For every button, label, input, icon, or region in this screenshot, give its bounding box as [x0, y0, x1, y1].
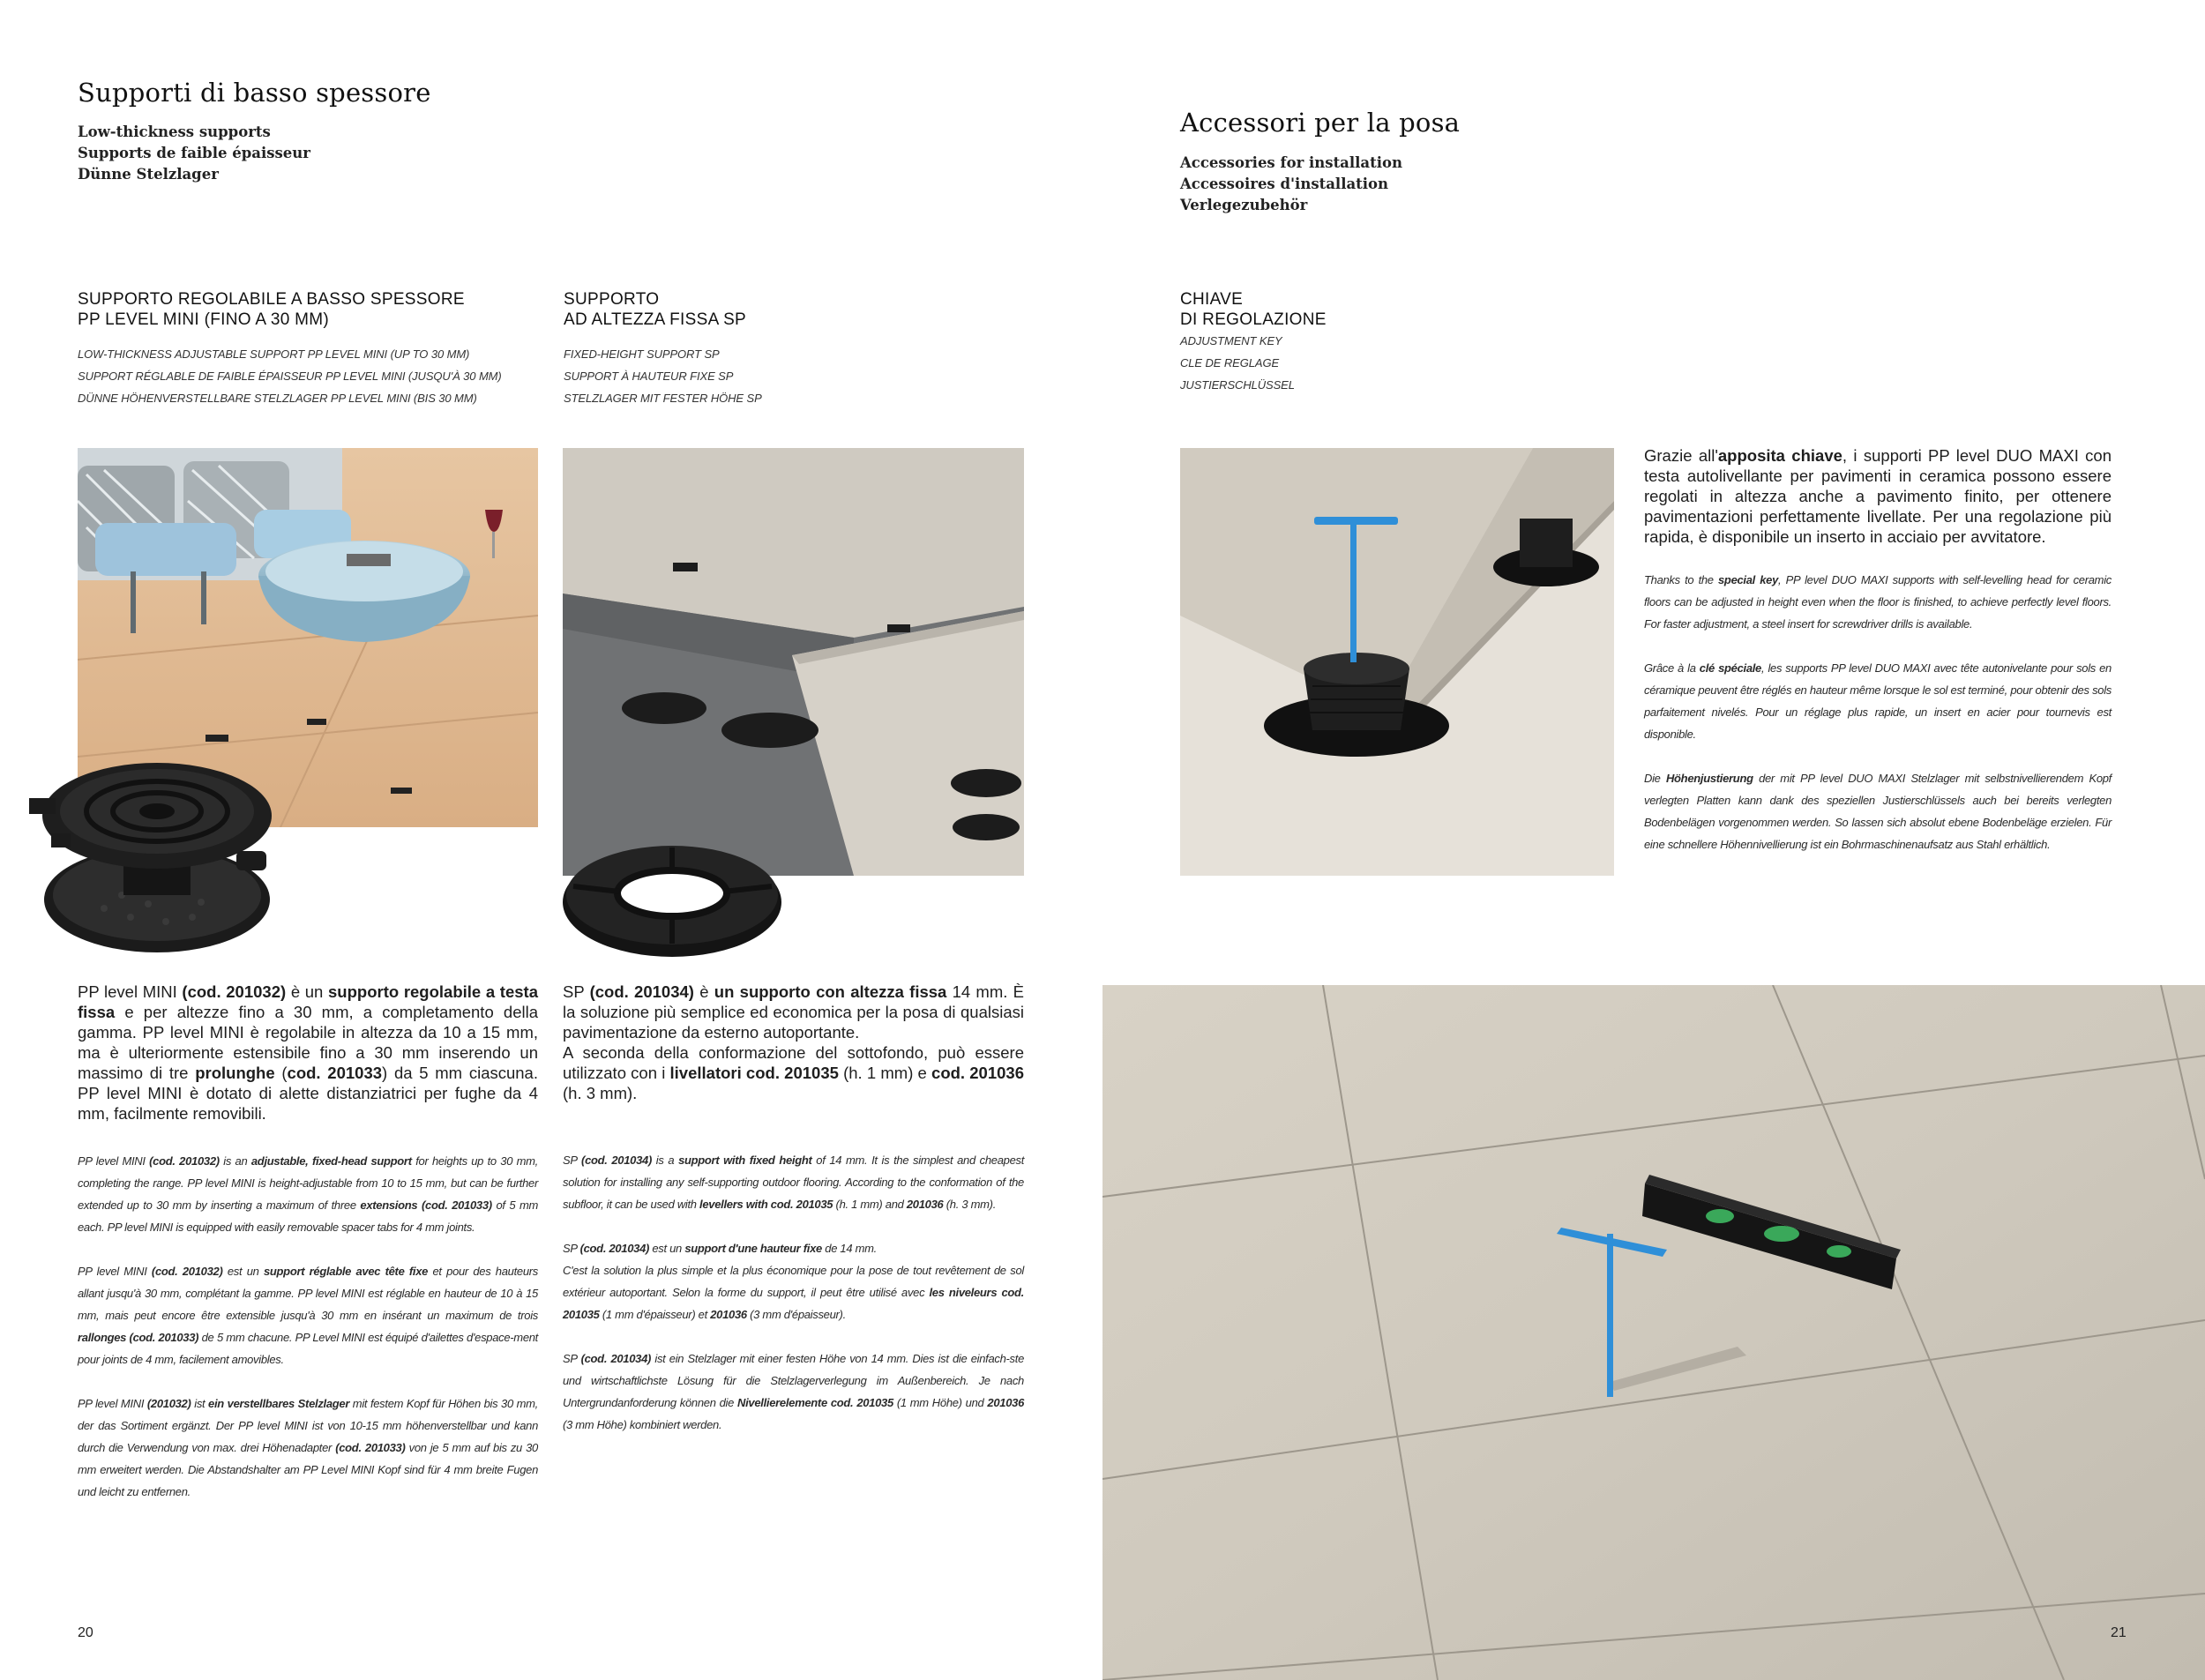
sp-text-de: SP (cod. 201034) ist ein Stelzlager mit einer festen Höhe von 14 mm. Dies ist die einfach-ste und wirtschaftlichste Lösung für die Stelzlagerverlegung im Außenbereich. Je nach Untergrundanforderung können die Nivellierelemente cod. 201035 (1 mm Höhe) und 201036 (3 mm Höhe) kombiniert werden. — [563, 1352, 1025, 1431]
subtitle-en: Low-thickness supports — [78, 123, 271, 140]
product-mini-title-2: PP LEVEL MINI (FINO A 30 MM) — [78, 310, 330, 329]
right-page-title: Accessori per la posa — [1180, 108, 1461, 138]
key-text-translations — [1644, 569, 2112, 855]
sp-text-it: SP (cod. 201034) è un supporto con altezza fissa 14 mm. È la soluzione più semplice ed economica per la posa di qualsiasi pavimentazione da esterno autoportante. A seconda della conformazione del sottofondo, può essere utilizzato con i livellatori cod. 201035 (h. 1 mm) e cod. 201036 (h. 3 mm). — [563, 982, 1025, 1102]
product-sp-title-1: SUPPORTO — [564, 290, 660, 309]
product-mini-title-1: SUPPORTO REGOLABILE A BASSO SPESSORE — [78, 290, 465, 309]
sp-text-fr: SP (cod. 201034) est un support d'une hauteur fixe de 14 mm. C'est la solution la plus simple et la plus économique pour la pose de tout revêtement de sol extérieur autoportant. Selon la forme du support, il peut être utilisé avec les niveleurs cod. 201035 (1 mm d'épaisseur) et 201036 (3 mm d'épaisseur). — [563, 1242, 1024, 1321]
product-key-sub-fr: CLE DE REGLAGE — [1180, 356, 1280, 370]
mini-text-de: PP level MINI (201032) ist ein verstellbares Stelzlager mit festem Kopf für Höhen bis 30 mm, der das Sortiment ergänzt. Der PP level MINI ist von 10-15 mm höhenverstellbar und kann durch die Verwendung von max. drei Höhenadapter (cod. 201033) von je 5 mm auf bis zu 30 mm erweitert werden. Die Abstandshalter am PP Level MINI Kopf sind für 4 mm breite Fugen und leicht zu entfernen. — [78, 1397, 538, 1498]
sp-text-en: SP (cod. 201034) is a support with fixed height of 14 mm. It is the simplest and cheapest solution for installing any self-supporting outdoor flooring. According to the conformation of the subfloor, it can be used with levellers with cod. 201035 (h. 1 mm) and 201036 (h. 3 mm). — [563, 1154, 1025, 1211]
subtitle-en: Accessories for installation — [1180, 154, 1402, 171]
pp-level-mini-product-image — [25, 745, 272, 966]
product-sp-sub-en: FIXED-HEIGHT SUPPORT SP — [564, 347, 720, 361]
left-page-subtitles — [78, 122, 310, 185]
product-sp-sub-fr: SUPPORT À HAUTEUR FIXE SP — [564, 370, 734, 383]
mini-text-en: PP level MINI (cod. 201032) is an adjustable, fixed-head support for heights up to 30 mm, completing the range. PP level MINI is height-adjustable from 10 to 15 mm, but can be further extended up to 30 mm by inserting a maximum of three extensions (cod. 201033) of 5 mm each. PP level MINI is equipped with easily removable spacer tabs for 4 mm joints. — [78, 1154, 539, 1234]
right-page-subtitles — [1180, 153, 1402, 216]
sp-text-translations — [563, 1149, 1024, 1436]
product-key-title-2: DI REGOLAZIONE — [1180, 310, 1327, 329]
subtitle-fr: Supports de faible épaisseur — [78, 145, 310, 161]
sp-support-description — [563, 982, 1024, 1458]
adjustment-key-description — [1644, 445, 2112, 877]
fixed-support-photo — [563, 448, 1024, 876]
key-text-en: Thanks to the special key, PP level DUO MAXI supports with self-levelling head for ceramic floors can be adjusted in height even when the floor is finished, to achieve perfectly level floors. For faster adjustment, a steel insert for screwdriver drills is available. — [1644, 573, 2112, 631]
product-mini-sub-fr: SUPPORT RÉGLABLE DE FAIBLE ÉPAISSEUR PP LEVEL MINI (JUSQU'À 30 MM) — [78, 370, 502, 383]
product-key-sub-de: JUSTIERSCHLÜSSEL — [1180, 378, 1295, 392]
adjustment-key-photo — [1180, 448, 1614, 876]
product-key-title-1: CHIAVE — [1180, 290, 1244, 309]
product-sp-heading — [564, 289, 1022, 409]
mini-text-fr: PP level MINI (cod. 201032) est un support réglable avec tête fixe et pour des hauteurs allant jusqu'à 30 mm, complétant la gamme. PP level MINI est réglable en hauteur de 10 à 15 mm, mais peut encore être extensible jusqu'à 30 mm en insérant un maximum de trois rallonges (cod. 201033) de 5 mm chacune. PP Level MINI est équipé d'ailettes d'espace-ment pour joints de 4 mm, facilement amovibles. — [78, 1265, 538, 1366]
subtitle-de: Verlegezubehör — [1180, 197, 1308, 213]
page-number-left: 20 — [78, 1625, 93, 1640]
sp-support-product-image — [556, 825, 789, 970]
pp-level-mini-description — [78, 982, 538, 1525]
product-sp-sub-de: STELZLAGER MIT FESTER HÖHE SP — [564, 392, 762, 405]
product-key-heading — [1180, 289, 1603, 396]
product-mini-heading — [78, 289, 554, 409]
subtitle-fr: Accessoires d'installation — [1180, 175, 1389, 192]
mini-text-translations — [78, 1150, 538, 1503]
subtitle-de: Dünne Stelzlager — [78, 166, 219, 183]
left-page-title: Supporti di basso spessore — [78, 78, 431, 108]
product-mini-sub-de: DÜNNE HÖHENVERSTELLBARE STELZLAGER PP LEVEL MINI (BIS 30 MM) — [78, 392, 477, 405]
tiled-floor-photo — [1102, 985, 2205, 1680]
mini-text-it: PP level MINI (cod. 201032) è un supporto regolabile a testa fissa e per altezze fino a 30 mm, a completamento della gamma. PP level MINI è regolabile in altezza da 10 a 15 mm, ma è ulteriormente estensibile fino a 30 mm inserendo un massimo di tre prolunghe (cod. 201033) da 5 mm ciascuna. PP level MINI è dotato di alette distanziatrici per fughe da 4 mm, facilmente removibili. — [78, 982, 538, 1123]
product-sp-title-2: AD ALTEZZA FISSA SP — [564, 310, 747, 329]
product-key-sub-en: ADJUSTMENT KEY — [1180, 334, 1282, 347]
page-number-right: 21 — [2111, 1625, 2127, 1640]
product-mini-sub-en: LOW-THICKNESS ADJUSTABLE SUPPORT PP LEVEL MINI (UP TO 30 MM) — [78, 347, 470, 361]
key-text-fr: Grâce à la clé spéciale, les supports PP level DUO MAXI avec tête autonivelante pour sols en céramique peuvent être réglés en hauteur même lorsque le sol est terminé, pour obtenir des sols parfaitement nivelés. Pour un réglage plus rapide, un insert en acier pour tournevis est disponible. — [1644, 661, 2112, 741]
key-text-de: Die Höhenjustierung der mit PP level DUO MAXI Stelzlager mit selbstnivellierendem Kopf verlegten Platten kann dank des speziellen Justierschlüssels auch bei bereits verlegten Bodenbelägen vorgenommen werden. So lassen sich absolut ebene Bodenbeläge erzielen. Für eine schnellere Höhennivellierung ist ein Bohrmaschinenaufsatz aus Stahl erhältlich. — [1644, 772, 2112, 851]
key-text-it: Grazie all'apposita chiave, i supporti PP level DUO MAXI con testa autolivellante per pavimenti in ceramica possono essere regolati in altezza anche a pavimento finito, per ottenere pavimentazioni perfettamente livellate. Per una regolazione più rapida, è disponibile un inserto in acciaio per avvitatore. — [1644, 446, 2112, 546]
